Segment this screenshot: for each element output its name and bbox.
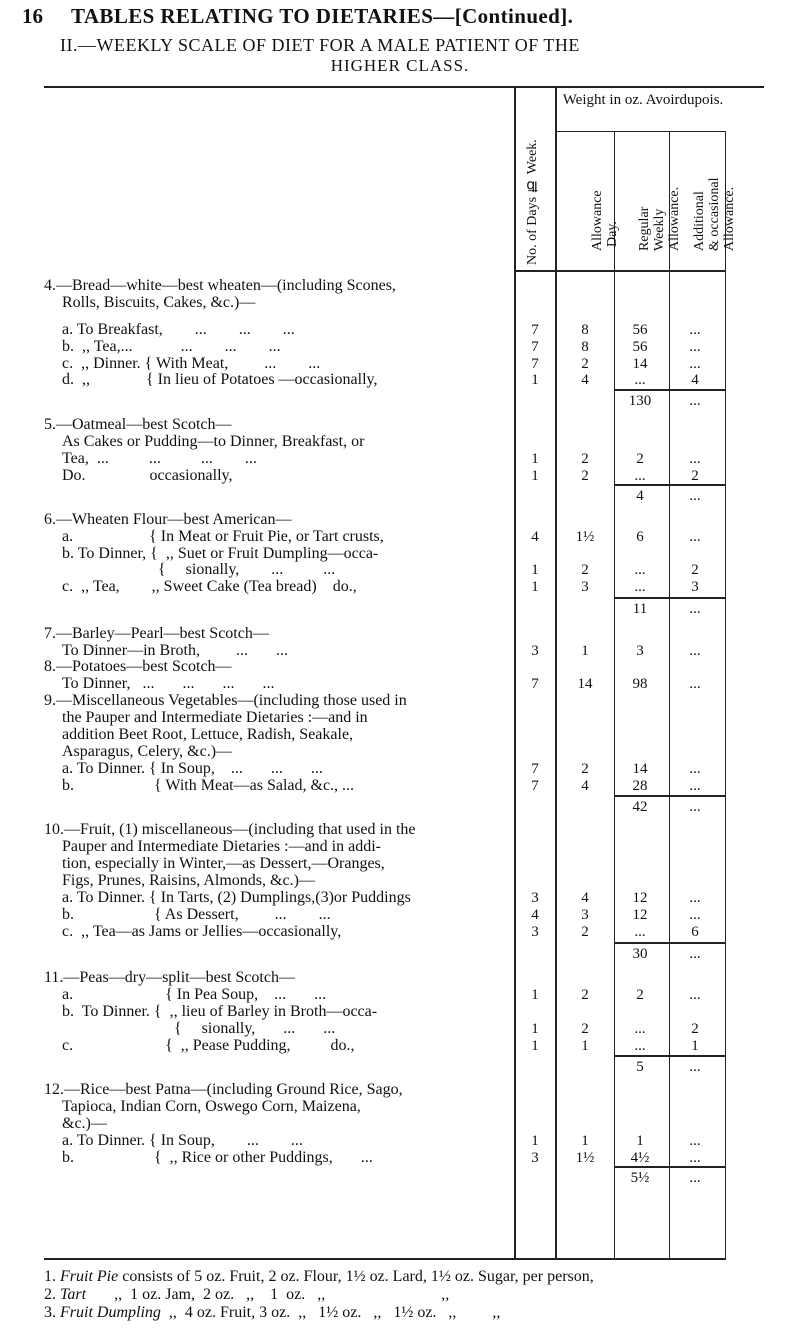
cell-days: 1: [531, 987, 539, 1003]
footnote-number: 3.: [44, 1304, 60, 1321]
row-label: Do. occasionally,: [62, 467, 233, 484]
header-bottom-rule: [514, 270, 726, 272]
cell-additional: 4: [691, 372, 699, 388]
column-header-days: No. of Days ℔ Week.: [525, 139, 540, 265]
row-label: Rolls, Biscuits, Cakes, &c.)—: [62, 294, 256, 311]
cell-allow: 2: [581, 924, 589, 940]
row-label: the Pauper and Intermediate Dietaries :—and in: [62, 709, 368, 726]
cell-regular: 14: [632, 356, 648, 372]
allowance-line1: Allowance: [590, 190, 605, 251]
row-label: c. ,, Tea, ,, Sweet Cake (Tea bread) do.,: [62, 578, 357, 595]
cell-additional: ...: [689, 676, 701, 692]
cell-regular: 28: [632, 778, 648, 794]
row-label: a. To Breakfast, ... ... ...: [62, 321, 295, 338]
row-label: b. { As Dessert, ... ...: [62, 906, 331, 923]
subtotal-additional: ...: [689, 601, 701, 617]
cell-regular: 6: [636, 529, 644, 545]
row-label: 12.—Rice—best Patna—(including Ground Rice, Sago,: [44, 1081, 403, 1098]
row-label: Asparagus, Celery, &c.)—: [62, 743, 233, 760]
row-label: tion, especially in Winter,—as Dessert,—Oranges,: [62, 855, 385, 872]
row-label: b. To Dinner, { ,, Suet or Fruit Dumpling—occa-: [62, 545, 379, 562]
subtotal-additional: ...: [689, 799, 701, 815]
cell-allow: 2: [581, 562, 589, 578]
row-label: b. To Dinner. { ,, lieu of Barley in Broth—occa-: [62, 1003, 378, 1020]
subtotal-regular: 4: [636, 488, 644, 504]
cell-days: 1: [531, 562, 539, 578]
cell-days: 1: [531, 1038, 539, 1054]
cell-regular: ...: [634, 1021, 646, 1037]
row-label: 10.—Fruit, (1) miscellaneous—(including that used in the: [44, 821, 416, 838]
subtotal-additional: ...: [689, 946, 701, 962]
row-label: c. ,, Tea—as Jams or Jellies—occasionally,: [62, 923, 342, 940]
row-label: To Dinner, ... ... ... ...: [62, 675, 275, 692]
cell-additional: 2: [691, 562, 699, 578]
cell-days: 7: [531, 339, 539, 355]
footnote-number: 2.: [44, 1286, 60, 1303]
cell-regular: 2: [636, 987, 644, 1003]
cell-allow: 1½: [575, 529, 595, 545]
cell-days: 3: [531, 890, 539, 906]
subtotal-regular: 130: [628, 393, 652, 409]
cell-days: 1: [531, 1021, 539, 1037]
regular-line3: Allowance.: [667, 186, 682, 251]
cell-additional: ...: [689, 1133, 701, 1149]
cell-additional: 2: [691, 468, 699, 484]
row-label: 9.—Miscellaneous Vegetables—(including those used in: [44, 692, 407, 709]
row-label: To Dinner—in Broth, ... ...: [62, 642, 288, 659]
column-rule-regular: [669, 131, 670, 1259]
cell-allow: 2: [581, 1021, 589, 1037]
subtotal-additional: ...: [689, 393, 701, 409]
table-title-line1: II.—WEEKLY SCALE OF DIET FOR A MALE PATIENT OF THE: [60, 35, 580, 55]
cell-allow: 4: [581, 890, 589, 906]
subtotal-additional: ...: [689, 1170, 701, 1186]
table-bottom-rule: [44, 1258, 726, 1260]
column-header-weight-label: Weight in oz. Avoirdupois.: [562, 92, 724, 108]
cell-allow: 8: [581, 339, 589, 355]
cell-days: 7: [531, 676, 539, 692]
cell-allow: 8: [581, 322, 589, 338]
cell-regular: 12: [632, 907, 648, 923]
cell-additional: ...: [689, 907, 701, 923]
footnote: [44, 1268, 594, 1286]
cell-additional: ...: [689, 778, 701, 794]
subtotal-rule: [614, 484, 726, 486]
row-label: c. { ,, Pease Pudding, do.,: [62, 1037, 355, 1054]
running-title: TABLES RELATING TO DIETARIES—[Continued].: [71, 4, 574, 28]
cell-regular: 2: [636, 451, 644, 467]
cell-additional: ...: [689, 322, 701, 338]
cell-allow: 2: [581, 987, 589, 1003]
cell-additional: ...: [689, 643, 701, 659]
additional-line3: Allowance.: [722, 186, 737, 251]
row-label: a. To Dinner. { In Soup, ... ...: [62, 1132, 303, 1149]
cell-regular: ...: [634, 924, 646, 940]
subtotal-additional: ...: [689, 488, 701, 504]
cell-allow: 2: [581, 468, 589, 484]
cell-additional: ...: [689, 1150, 701, 1166]
cell-regular: 56: [632, 322, 648, 338]
additional-line2: & occasional: [707, 177, 722, 251]
row-label: 5.—Oatmeal—best Scotch—: [44, 416, 232, 433]
column-rule-allowance: [614, 131, 615, 1259]
page-number: 16: [22, 4, 43, 28]
cell-additional: ...: [689, 356, 701, 372]
cell-regular: 98: [632, 676, 648, 692]
cell-days: 3: [531, 643, 539, 659]
cell-allow: 14: [577, 676, 593, 692]
cell-days: 4: [531, 529, 539, 545]
regular-line1: Regular: [637, 206, 652, 251]
table-title-line2: HIGHER CLASS.: [330, 56, 470, 75]
additional-line1: Additional: [692, 191, 707, 251]
cell-allow: 1½: [575, 1150, 595, 1166]
subtotal-rule: [614, 1055, 726, 1057]
cell-regular: 4½: [630, 1150, 650, 1166]
cell-regular: 1: [636, 1133, 644, 1149]
cell-regular: ...: [634, 1038, 646, 1054]
table-top-rule: [44, 86, 764, 88]
column-rule-left: [514, 86, 516, 1259]
cell-allow: 2: [581, 761, 589, 777]
footnote-text: ,, 4 oz. Fruit, 3 oz. ,, 1½ oz. ,, 1½ oz. ,, ,,: [160, 1304, 501, 1321]
footnote-term: Fruit Pie: [60, 1268, 119, 1285]
row-label: b. { ,, Rice or other Puddings, ...: [62, 1149, 373, 1166]
cell-additional: 6: [691, 924, 699, 940]
cell-allow: 1: [581, 1133, 589, 1149]
subtotal-rule: [614, 597, 726, 599]
subtotal-regular: 30: [632, 946, 648, 962]
cell-regular: ...: [634, 579, 646, 595]
footnote: [44, 1304, 500, 1322]
subtotal-regular: 5½: [630, 1170, 650, 1186]
cell-days: 1: [531, 1133, 539, 1149]
row-label: c. ,, Dinner. { With Meat, ... ...: [62, 355, 321, 372]
footnote-term: Tart: [60, 1286, 87, 1303]
subtotal-regular: 5: [636, 1059, 644, 1075]
cell-days: 4: [531, 907, 539, 923]
row-label: a. { In Pea Soup, ... ...: [62, 986, 327, 1003]
cell-days: 1: [531, 468, 539, 484]
regular-line2: Weekly: [652, 208, 667, 251]
allowance-line2: Day.: [605, 221, 620, 247]
row-label: Pauper and Intermediate Dietaries :—and in addi-: [62, 838, 381, 855]
footnote: [44, 1286, 449, 1304]
row-label: { sionally, ... ...: [62, 1020, 336, 1037]
column-rule-days: [555, 86, 557, 1259]
column-header-weight: [560, 92, 726, 109]
row-label: As Cakes or Pudding—to Dinner, Breakfast, or: [62, 433, 365, 450]
cell-days: 7: [531, 356, 539, 372]
cell-days: 7: [531, 322, 539, 338]
cell-regular: ...: [634, 372, 646, 388]
row-label: addition Beet Root, Lettuce, Radish, Seakale,: [62, 726, 354, 743]
cell-allow: 4: [581, 778, 589, 794]
row-label: { sionally, ... ...: [62, 561, 336, 578]
cell-regular: 14: [632, 761, 648, 777]
cell-allow: 2: [581, 451, 589, 467]
subtotal-additional: ...: [689, 1059, 701, 1075]
row-label: a. To Dinner. { In Soup, ... ... ...: [62, 760, 323, 777]
cell-additional: 1: [691, 1038, 699, 1054]
row-label: Figs, Prunes, Raisins, Almonds, &c.)—: [62, 872, 315, 889]
row-label: d. ,, { In lieu of Potatoes —occasionally,: [62, 371, 378, 388]
subtotal-regular: 42: [632, 799, 648, 815]
footnote-text: consists of 5 oz. Fruit, 2 oz. Flour, 1½ oz. Lard, 1½ oz. Sugar, per person,: [118, 1268, 594, 1285]
subtotal-rule: [614, 389, 726, 391]
cell-days: 1: [531, 451, 539, 467]
footnote-text: ,, 1 oz. Jam, 2 oz. ,, 1 oz. ,, ,,: [86, 1286, 450, 1303]
cell-additional: ...: [689, 890, 701, 906]
subtotal-rule: [614, 942, 726, 944]
row-label: 7.—Barley—Pearl—best Scotch—: [44, 625, 269, 642]
row-label: a. To Dinner. { In Tarts, (2) Dumplings,(3)or Puddings: [62, 889, 411, 906]
row-label: Tea, ... ... ... ...: [62, 450, 257, 467]
cell-additional: 3: [691, 579, 699, 595]
footnote-term: Fruit Dumpling: [60, 1304, 161, 1321]
row-label: a. { In Meat or Fruit Pie, or Tart crusts,: [62, 528, 384, 545]
row-label: b. { With Meat—as Salad, &c., ...: [62, 777, 355, 794]
cell-regular: ...: [634, 562, 646, 578]
subtotal-rule: [614, 1166, 726, 1168]
row-label: b. ,, Tea,... ... ... ...: [62, 338, 281, 355]
cell-days: 1: [531, 372, 539, 388]
cell-additional: ...: [689, 529, 701, 545]
cell-regular: 56: [632, 339, 648, 355]
cell-additional: ...: [689, 451, 701, 467]
row-label: 11.—Peas—dry—split—best Scotch—: [44, 969, 295, 986]
cell-days: 7: [531, 761, 539, 777]
subtotal-rule: [614, 795, 726, 797]
cell-regular: ...: [634, 468, 646, 484]
cell-days: 3: [531, 1150, 539, 1166]
cell-allow: 3: [581, 579, 589, 595]
cell-additional: ...: [689, 339, 701, 355]
cell-additional: ...: [689, 987, 701, 1003]
footnote-number: 1.: [44, 1268, 60, 1285]
row-label: 4.—Bread—white—best wheaten—(including Scones,: [44, 277, 396, 294]
weight-group-rule: [556, 131, 726, 132]
cell-regular: 3: [636, 643, 644, 659]
cell-allow: 4: [581, 372, 589, 388]
cell-allow: 1: [581, 643, 589, 659]
cell-days: 7: [531, 778, 539, 794]
column-rule-additional: [725, 131, 726, 1259]
cell-days: 1: [531, 579, 539, 595]
cell-allow: 1: [581, 1038, 589, 1054]
row-label: 6.—Wheaten Flour—best American—: [44, 511, 292, 528]
cell-allow: 3: [581, 907, 589, 923]
cell-additional: ...: [689, 761, 701, 777]
row-label: &c.)—: [62, 1115, 107, 1132]
cell-regular: 12: [632, 890, 648, 906]
subtotal-regular: 11: [632, 601, 648, 617]
row-label: 8.—Potatoes—best Scotch—: [44, 658, 232, 675]
row-label: Tapioca, Indian Corn, Oswego Corn, Maizena,: [62, 1098, 361, 1115]
cell-additional: 2: [691, 1021, 699, 1037]
cell-days: 3: [531, 924, 539, 940]
cell-allow: 2: [581, 356, 589, 372]
column-header-additional: [677, 140, 752, 265]
